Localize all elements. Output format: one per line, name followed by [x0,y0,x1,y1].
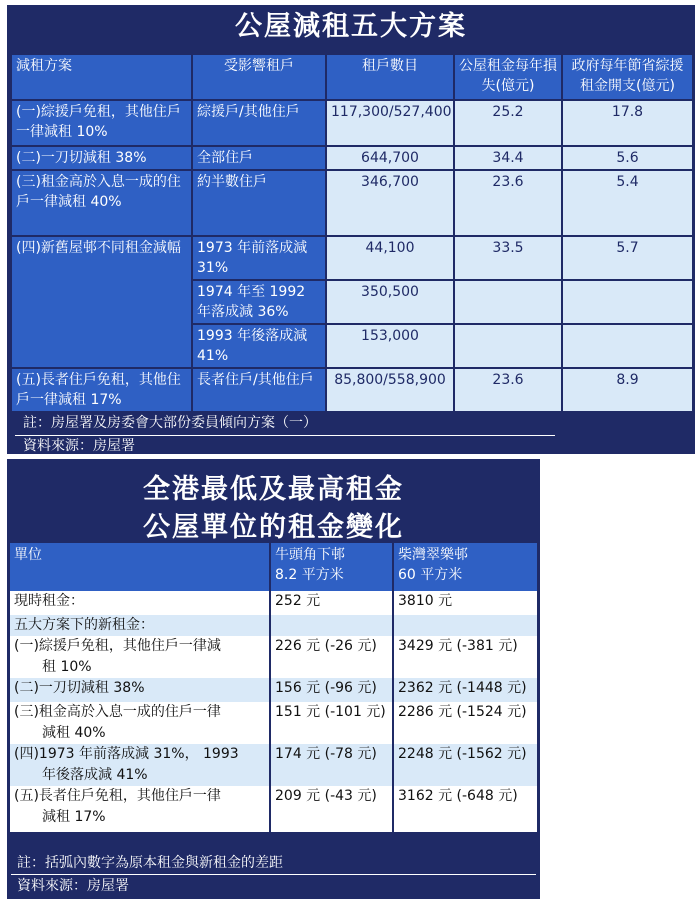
saving-cell: 5.7 [562,236,693,280]
estate2-value: 2362 元 (-1448 元) [393,678,537,702]
header-unit: 單位 [10,543,270,591]
estate2-value: 3162 元 (-648 元) [393,786,537,832]
loss-cell: 34.4 [454,146,562,170]
header-plan: 減租方案 [11,54,192,100]
current-rent-row [10,591,537,615]
row-label [10,786,270,832]
label-line2: 減租 40% [42,725,106,741]
plan-cell: (二)一刀切減租 38% [11,146,192,170]
empty-cell [393,615,537,636]
empty-cell [270,615,393,636]
panel-title-line1: 全港最低及最高租金 [143,474,404,505]
label-line2: 租 10% [42,659,92,675]
table-row [10,702,537,744]
table-row [11,236,693,280]
estate1-value: 174 元 (-78 元) [270,744,393,786]
table-header-row [10,543,537,591]
row-label [10,636,270,678]
row-label: 五大方案下的新租金： [10,615,270,636]
label-line2: 減租 17% [42,809,106,825]
label-line1: (一)綜援戶免租，其他住戶一律減 [14,638,221,654]
saving-cell: 17.8 [562,100,693,146]
row-label: (二)一刀切減租 38% [10,678,270,702]
header-estate2 [393,543,537,591]
plan-cell: (三)租金高於入息一成的住戶一律減租 40% [11,170,192,236]
plan-cell: (五)長者住戶免租，其他住戶一律減租 17% [11,368,192,412]
plan-cell: (四)新舊屋邨不同租金減幅 [11,236,192,368]
affected-cell: 1974 年至 1992 年落成減 36% [192,280,326,324]
estate1-value: 252 元 [270,591,393,615]
rent-reduction-panel [7,5,695,454]
source-note: 資料來源：房屋署 [23,438,135,454]
table-row [10,636,537,678]
saving-cell: 8.9 [562,368,693,412]
households-cell: 346,700 [326,170,454,236]
loss-cell: 23.6 [454,368,562,412]
estate2-value: 2248 元 (-1562 元) [393,744,537,786]
header-households: 租戶數目 [326,54,454,100]
table-row [10,786,537,832]
header-affected: 受影響租戶 [192,54,326,100]
saving-cell [562,280,693,324]
estate1-name: 牛頭角下邨 [275,547,345,563]
table-row [11,368,693,412]
estate1-value: 156 元 (-96 元) [270,678,393,702]
table-row [11,100,693,146]
saving-cell: 5.6 [562,146,693,170]
households-cell: 644,700 [326,146,454,170]
row-label [10,702,270,744]
estate2-value: 3810 元 [393,591,537,615]
affected-cell: 綜援戶/其他住戶 [192,100,326,146]
plan-cell: (一)綜援戶免租，其他住戶一律減租 10% [11,100,192,146]
table-row [10,744,537,786]
estate2-size: 60 平方米 [398,567,463,583]
estate1-size: 8.2 平方米 [275,567,344,583]
table-note: 註：房屋署及房委會大部份委員傾向方案（一） [23,415,317,431]
affected-cell: 長者住戶/其他住戶 [192,368,326,412]
affected-cell: 全部住戶 [192,146,326,170]
loss-cell: 33.5 [454,236,562,280]
affected-cell: 1973 年前落成減 31% [192,236,326,280]
estate1-value: 151 元 (-101 元) [270,702,393,744]
header-loss: 公屋租金每年損失(億元) [454,54,562,100]
divider [11,874,536,875]
saving-cell: 5.4 [562,170,693,236]
rent-change-panel [7,459,540,899]
new-rent-label-row [10,615,537,636]
plans-table [10,53,694,413]
label-line1: (五)長者住戶免租，其他住戶一律 [14,788,221,804]
saving-cell [562,324,693,368]
estate1-value: 226 元 (-26 元) [270,636,393,678]
row-label [10,744,270,786]
households-cell: 44,100 [326,236,454,280]
loss-cell [454,280,562,324]
estate1-value: 209 元 (-43 元) [270,786,393,832]
source-note: 資料來源：房屋署 [17,878,129,894]
label-line1: (三)租金高於入息一成的住戶一律 [14,704,221,720]
table-note: 註：括弧內數字為原本租金與新租金的差距 [17,855,283,871]
affected-cell: 約半數住戶 [192,170,326,236]
estate2-name: 柴灣翠樂邨 [398,547,468,563]
table-row [11,146,693,170]
panel-title: 公屋減租五大方案 [235,11,467,42]
label-line2: 年後落成減 41% [42,767,148,783]
loss-cell [454,324,562,368]
loss-cell: 23.6 [454,170,562,236]
households-cell: 350,500 [326,280,454,324]
households-cell: 85,800/558,900 [326,368,454,412]
rent-change-table [10,543,537,832]
households-cell: 153,000 [326,324,454,368]
panel-title-line2: 公屋單位的租金變化 [143,512,404,543]
header-saving: 政府每年節省綜援租金開支(億元) [562,54,693,100]
row-label: 現時租金： [10,591,270,615]
loss-cell: 25.2 [454,100,562,146]
estate2-value: 3429 元 (-381 元) [393,636,537,678]
affected-cell: 1993 年後落成減 41% [192,324,326,368]
table-row [10,678,537,702]
estate2-value: 2286 元 (-1524 元) [393,702,537,744]
table-header-row [11,54,693,100]
households-cell: 117,300/527,400 [326,100,454,146]
header-estate1 [270,543,393,591]
table-row [11,170,693,236]
label-line1: (四)1973 年前落成減 31%， 1993 [14,746,239,762]
